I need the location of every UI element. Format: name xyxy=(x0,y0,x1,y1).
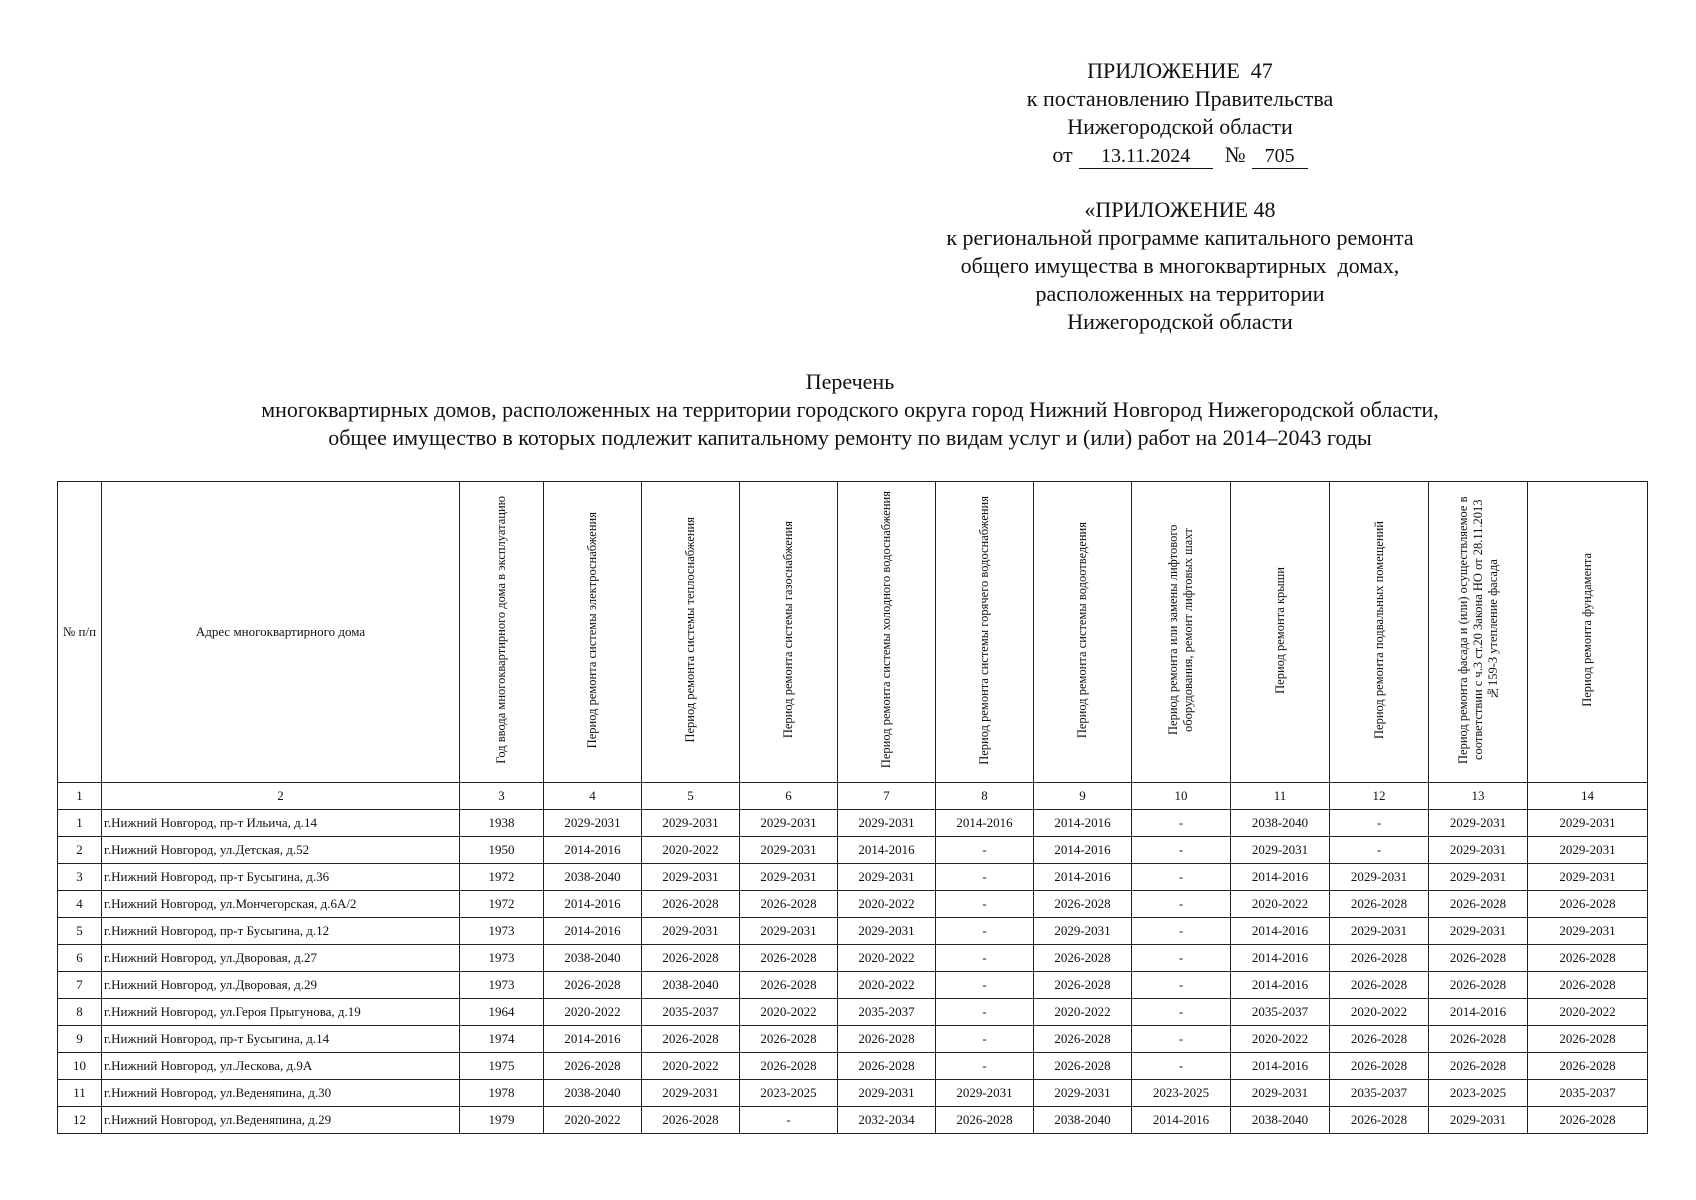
table-cell: 2020-2022 xyxy=(838,945,936,972)
address-cell: г.Нижний Новгород, ул.Дворовая, д.29 xyxy=(102,972,460,999)
table-cell: 2038-2040 xyxy=(544,945,642,972)
column-number: 12 xyxy=(1330,783,1429,810)
table-cell: 2026-2028 xyxy=(1528,1053,1648,1080)
table-cell: 12 xyxy=(58,1107,102,1134)
table-cell: - xyxy=(1132,1026,1231,1053)
table-cell: 2035-2037 xyxy=(838,999,936,1026)
table-cell: 2020-2022 xyxy=(838,972,936,999)
address-cell: г.Нижний Новгород, ул.Героя Прыгунова, д.19 xyxy=(102,999,460,1026)
table-cell: - xyxy=(1132,810,1231,837)
table-cell: 2014-2016 xyxy=(1231,945,1330,972)
column-header-label: Период ремонта крыши xyxy=(1272,566,1287,694)
column-number: 11 xyxy=(1231,783,1330,810)
table-cell: 2029-2031 xyxy=(1429,864,1528,891)
table-cell: 2014-2016 xyxy=(936,810,1034,837)
table-cell: 2029-2031 xyxy=(1528,864,1648,891)
table-cell: 2026-2028 xyxy=(740,1053,838,1080)
column-header-label: Период ремонта системы водоотведения xyxy=(1075,521,1089,739)
address-cell: г.Нижний Новгород, ул.Лескова, д.9А xyxy=(102,1053,460,1080)
decree-reference xyxy=(930,141,1430,169)
table-cell: 2029-2031 xyxy=(544,810,642,837)
column-number: 13 xyxy=(1429,783,1528,810)
table-cell: 1973 xyxy=(460,972,544,999)
annex-47-block xyxy=(930,57,1430,169)
table-cell: 1973 xyxy=(460,945,544,972)
column-number: 3 xyxy=(460,783,544,810)
table-cell: 2035-2037 xyxy=(1528,1080,1648,1107)
table-cell: 2029-2031 xyxy=(1330,918,1429,945)
column-header xyxy=(1429,482,1528,783)
table-cell: 1979 xyxy=(460,1107,544,1134)
table-row xyxy=(58,837,1648,864)
table-cell: 2 xyxy=(58,837,102,864)
table-cell: 2029-2031 xyxy=(1429,918,1528,945)
table-row xyxy=(58,918,1648,945)
address-cell: г.Нижний Новгород, ул.Мончегорская, д.6А/2 xyxy=(102,891,460,918)
table-row xyxy=(58,1026,1648,1053)
table-cell: 7 xyxy=(58,972,102,999)
table-cell: 2029-2031 xyxy=(642,918,740,945)
column-number: 10 xyxy=(1132,783,1231,810)
annex-48-line4: Нижегородской области xyxy=(1067,309,1293,334)
table-cell: - xyxy=(1132,918,1231,945)
list-title: Перечень xyxy=(805,369,895,394)
table-cell: 2029-2031 xyxy=(1429,837,1528,864)
table-cell: 2026-2028 xyxy=(642,891,740,918)
column-header xyxy=(838,482,936,783)
table-cell: 2029-2031 xyxy=(838,1080,936,1107)
table-cell: 2029-2031 xyxy=(642,1080,740,1107)
address-cell: г.Нижний Новгород, ул.Веденяпина, д.29 xyxy=(102,1107,460,1134)
table-row xyxy=(58,945,1648,972)
table-cell: 2020-2022 xyxy=(1330,999,1429,1026)
table-row xyxy=(58,1053,1648,1080)
column-header-label: № п/п xyxy=(62,624,97,639)
column-number: 5 xyxy=(642,783,740,810)
table-cell: 2026-2028 xyxy=(1330,945,1429,972)
table-row xyxy=(58,999,1648,1026)
table-cell: 2014-2016 xyxy=(1231,918,1330,945)
annex-47-line2: Нижегородской области xyxy=(1067,114,1293,139)
column-number: 9 xyxy=(1034,783,1132,810)
table-cell: 2014-2016 xyxy=(838,837,936,864)
table-cell: 2026-2028 xyxy=(740,945,838,972)
table-cell: 2032-2034 xyxy=(838,1107,936,1134)
column-header-label: Год ввода многоквартирного дома в эксплуатацию xyxy=(494,496,508,764)
table-cell: 10 xyxy=(58,1053,102,1080)
table-cell: 2038-2040 xyxy=(544,864,642,891)
table-cell: 2026-2028 xyxy=(1330,1053,1429,1080)
table-cell: 2029-2031 xyxy=(1330,864,1429,891)
table-cell: 2026-2028 xyxy=(1034,1026,1132,1053)
table-cell: 2020-2022 xyxy=(544,999,642,1026)
table-cell: 2014-2016 xyxy=(1231,864,1330,891)
table-row xyxy=(58,891,1648,918)
table-cell: 2026-2028 xyxy=(1034,1053,1132,1080)
table-cell: 11 xyxy=(58,1080,102,1107)
table-cell: 2014-2016 xyxy=(544,1026,642,1053)
table-cell: 2029-2031 xyxy=(1231,837,1330,864)
table-cell: 2014-2016 xyxy=(544,837,642,864)
table-cell: 2029-2031 xyxy=(1528,810,1648,837)
column-header-label: Период ремонта системы горячего водоснабжения xyxy=(977,495,991,765)
annex-48-line2: общего имущества в многоквартирных домах, xyxy=(960,253,1400,278)
table-cell: 6 xyxy=(58,945,102,972)
decree-date: 13.11.2024 xyxy=(1079,144,1213,169)
table-cell: 2029-2031 xyxy=(642,810,740,837)
table-cell: 1978 xyxy=(460,1080,544,1107)
table-cell: 2029-2031 xyxy=(1429,810,1528,837)
table-cell: 2020-2022 xyxy=(1231,1026,1330,1053)
address-cell: г.Нижний Новгород, пр-т Бусыгина, д.12 xyxy=(102,918,460,945)
table-cell: 2029-2031 xyxy=(740,810,838,837)
column-number: 14 xyxy=(1528,783,1648,810)
table-cell: 2026-2028 xyxy=(642,1107,740,1134)
address-cell: г.Нижний Новгород, пр-т Ильича, д.14 xyxy=(102,810,460,837)
table-cell: - xyxy=(936,918,1034,945)
table-cell: 2026-2028 xyxy=(740,972,838,999)
table-cell: 2029-2031 xyxy=(1528,837,1648,864)
table-row xyxy=(58,810,1648,837)
column-number: 2 xyxy=(102,783,460,810)
column-header xyxy=(642,482,740,783)
table-cell: 2026-2028 xyxy=(544,972,642,999)
table-cell: 1972 xyxy=(460,864,544,891)
table-cell: 2038-2040 xyxy=(1231,1107,1330,1134)
column-header xyxy=(1528,482,1648,783)
table-cell: 2026-2028 xyxy=(1528,972,1648,999)
table-cell: 1973 xyxy=(460,918,544,945)
table-cell: 2026-2028 xyxy=(838,1026,936,1053)
table-cell: 2029-2031 xyxy=(1429,1107,1528,1134)
table-cell: 2023-2025 xyxy=(1429,1080,1528,1107)
table-header-row xyxy=(58,482,1648,783)
address-cell: г.Нижний Новгород, пр-т Бусыгина, д.14 xyxy=(102,1026,460,1053)
column-header xyxy=(58,482,102,783)
table-cell: - xyxy=(740,1107,838,1134)
table-cell: 2026-2028 xyxy=(642,1026,740,1053)
annex-48-line1: к региональной программе капитального ремонта xyxy=(946,225,1414,250)
table-cell: 2026-2028 xyxy=(1034,945,1132,972)
column-header xyxy=(740,482,838,783)
table-cell: - xyxy=(1132,837,1231,864)
table-cell: 1950 xyxy=(460,837,544,864)
column-header xyxy=(460,482,544,783)
table-cell: 8 xyxy=(58,999,102,1026)
address-cell: г.Нижний Новгород, ул.Веденяпина, д.30 xyxy=(102,1080,460,1107)
column-header xyxy=(1330,482,1429,783)
table-cell: 1 xyxy=(58,810,102,837)
table-cell: 2026-2028 xyxy=(642,945,740,972)
column-header-label: Адрес многоквартирного дома xyxy=(195,624,366,639)
table-cell: 2026-2028 xyxy=(1528,891,1648,918)
column-header-label: Период ремонта системы теплоснабжения xyxy=(683,517,697,743)
address-cell: г.Нижний Новгород, пр-т Бусыгина, д.36 xyxy=(102,864,460,891)
table-cell: 2026-2028 xyxy=(936,1107,1034,1134)
table-row xyxy=(58,972,1648,999)
table-cell: 2029-2031 xyxy=(642,864,740,891)
list-title-block xyxy=(60,368,1640,452)
table-cell: - xyxy=(1132,864,1231,891)
table-cell: 2020-2022 xyxy=(1231,891,1330,918)
table-cell: 1972 xyxy=(460,891,544,918)
table-cell: 2026-2028 xyxy=(1429,1026,1528,1053)
table-cell: 2014-2016 xyxy=(1034,810,1132,837)
table-cell: 1938 xyxy=(460,810,544,837)
table-cell: 2038-2040 xyxy=(1231,810,1330,837)
table-cell: 2026-2028 xyxy=(1429,972,1528,999)
address-cell: г.Нижний Новгород, ул.Детская, д.52 xyxy=(102,837,460,864)
table-cell: 2026-2028 xyxy=(838,1053,936,1080)
column-number: 1 xyxy=(58,783,102,810)
table-cell: - xyxy=(936,945,1034,972)
table-cell: - xyxy=(936,972,1034,999)
table-cell: 2038-2040 xyxy=(1034,1107,1132,1134)
table-cell: 2029-2031 xyxy=(740,918,838,945)
column-header-label: Период ремонта системы газоснабжения xyxy=(781,521,795,739)
list-subtitle-line2: общее имущество в которых подлежит капитальному ремонту по видам услуг и (или) работ на 2014–2043 годы xyxy=(328,425,1372,450)
column-header xyxy=(544,482,642,783)
table-cell: 4 xyxy=(58,891,102,918)
table-cell: 2029-2031 xyxy=(1034,1080,1132,1107)
from-label: от xyxy=(1052,142,1073,167)
table-cell: 2029-2031 xyxy=(1528,918,1648,945)
table-cell: 2014-2016 xyxy=(1034,837,1132,864)
table-cell: 2020-2022 xyxy=(642,1053,740,1080)
table-row xyxy=(58,1107,1648,1134)
table-cell: 2038-2040 xyxy=(544,1080,642,1107)
table-cell: - xyxy=(1330,837,1429,864)
table-cell: 2020-2022 xyxy=(544,1107,642,1134)
annex-48-line3: расположенных на территории xyxy=(1035,281,1325,306)
table-cell: - xyxy=(1132,891,1231,918)
column-number-row xyxy=(58,783,1648,810)
table-cell: 2014-2016 xyxy=(1132,1107,1231,1134)
table-cell: 2020-2022 xyxy=(642,837,740,864)
table-cell: 2020-2022 xyxy=(740,999,838,1026)
column-header xyxy=(1231,482,1330,783)
column-header-label: Период ремонта подвальных помещений xyxy=(1371,521,1386,739)
table-cell: 1975 xyxy=(460,1053,544,1080)
address-cell: г.Нижний Новгород, ул.Дворовая, д.27 xyxy=(102,945,460,972)
table-cell: - xyxy=(936,999,1034,1026)
column-header-label: Период ремонта системы электроснабжения xyxy=(585,511,599,749)
table-cell: - xyxy=(1132,1053,1231,1080)
table-cell: - xyxy=(1330,810,1429,837)
column-header xyxy=(1132,482,1231,783)
column-header-label: Период ремонта или замены лифтового оборудования, ремонт лифтовых шахт xyxy=(1166,524,1195,736)
table-cell: 2026-2028 xyxy=(1528,1107,1648,1134)
column-header-label: Период ремонта фасада и (или) осуществляемое в соответствии с ч.3 ст.20 Закона НО от 28.11.2013 №159-З утепление фасада xyxy=(1455,496,1500,764)
table-cell: 2020-2022 xyxy=(838,891,936,918)
table-cell: 2026-2028 xyxy=(1528,1026,1648,1053)
table-cell: 5 xyxy=(58,918,102,945)
table-cell: 2026-2028 xyxy=(1429,1053,1528,1080)
table-cell: 2026-2028 xyxy=(1528,945,1648,972)
table-cell: 2014-2016 xyxy=(1034,864,1132,891)
houses-repair-table xyxy=(57,481,1648,1134)
list-subtitle-line1: многоквартирных домов, расположенных на территории городского округа город Нижний Новгород Нижегородской области, xyxy=(261,397,1439,422)
table-row xyxy=(58,1080,1648,1107)
table-cell: 2014-2016 xyxy=(1231,1053,1330,1080)
table-cell: 2014-2016 xyxy=(544,891,642,918)
table-cell: 2026-2028 xyxy=(740,891,838,918)
table-cell: - xyxy=(936,1026,1034,1053)
table-cell: - xyxy=(936,864,1034,891)
table-cell: 2026-2028 xyxy=(1034,972,1132,999)
table-cell: 2029-2031 xyxy=(740,864,838,891)
annex-47-line1: к постановлению Правительства xyxy=(1026,86,1334,111)
column-header-label: Период ремонта фундамента xyxy=(1580,553,1594,707)
table-cell: 2035-2037 xyxy=(1231,999,1330,1026)
annex-47-title: ПРИЛОЖЕНИЕ 47 xyxy=(1087,58,1273,83)
table-cell: 2029-2031 xyxy=(1231,1080,1330,1107)
table-cell: 2029-2031 xyxy=(838,810,936,837)
column-number: 7 xyxy=(838,783,936,810)
table-cell: - xyxy=(1132,999,1231,1026)
annex-48-block xyxy=(880,196,1480,336)
table-row xyxy=(58,864,1648,891)
table-body xyxy=(58,810,1648,1134)
table-cell: 2020-2022 xyxy=(1034,999,1132,1026)
column-number: 4 xyxy=(544,783,642,810)
table-cell: 2035-2037 xyxy=(1330,1080,1429,1107)
column-header xyxy=(102,482,460,783)
column-number: 6 xyxy=(740,783,838,810)
table-cell: 2026-2028 xyxy=(1330,972,1429,999)
table-cell: - xyxy=(936,837,1034,864)
table-cell: 2026-2028 xyxy=(740,1026,838,1053)
table-cell: 2026-2028 xyxy=(544,1053,642,1080)
table-cell: 2014-2016 xyxy=(544,918,642,945)
column-number: 8 xyxy=(936,783,1034,810)
table-cell: 2026-2028 xyxy=(1429,945,1528,972)
table-cell: 3 xyxy=(58,864,102,891)
table-cell: 2029-2031 xyxy=(1034,918,1132,945)
table-cell: 2026-2028 xyxy=(1034,891,1132,918)
table-cell: - xyxy=(1132,972,1231,999)
table-cell: - xyxy=(936,1053,1034,1080)
column-header-label: Период ремонта системы холодного водоснабжения xyxy=(879,491,893,769)
table-cell: 2035-2037 xyxy=(642,999,740,1026)
table-cell: 2014-2016 xyxy=(1231,972,1330,999)
table-cell: 2029-2031 xyxy=(838,918,936,945)
table-cell: 2023-2025 xyxy=(740,1080,838,1107)
table-cell: 2029-2031 xyxy=(740,837,838,864)
table-cell: 2026-2028 xyxy=(1330,891,1429,918)
table-cell: 1964 xyxy=(460,999,544,1026)
table-cell: 2026-2028 xyxy=(1330,1026,1429,1053)
table-cell: - xyxy=(1132,945,1231,972)
table-cell: 2023-2025 xyxy=(1132,1080,1231,1107)
annex-48-title: «ПРИЛОЖЕНИЕ 48 xyxy=(1084,197,1276,222)
table-cell: - xyxy=(936,891,1034,918)
table-cell: 2014-2016 xyxy=(1429,999,1528,1026)
column-header xyxy=(936,482,1034,783)
table-cell: 9 xyxy=(58,1026,102,1053)
column-header xyxy=(1034,482,1132,783)
number-sign: № xyxy=(1224,142,1246,167)
table-cell: 2038-2040 xyxy=(642,972,740,999)
table-cell: 2020-2022 xyxy=(1528,999,1648,1026)
table-cell: 2029-2031 xyxy=(838,864,936,891)
table-cell: 1974 xyxy=(460,1026,544,1053)
table-cell: 2026-2028 xyxy=(1330,1107,1429,1134)
decree-number: 705 xyxy=(1252,144,1308,169)
table-cell: 2029-2031 xyxy=(936,1080,1034,1107)
table-cell: 2026-2028 xyxy=(1429,891,1528,918)
